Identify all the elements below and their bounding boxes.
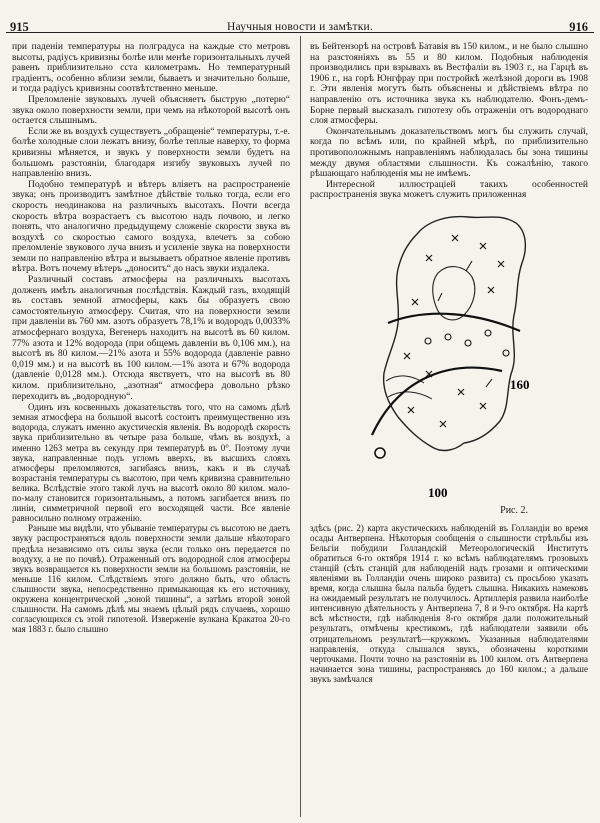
left-column: [12, 42, 290, 634]
running-title: Научныя новости и замѣтки.: [227, 21, 373, 33]
figure-map: [310, 203, 588, 505]
paragraph: при паденіи температуры на полградуса на каждые сто метровъ высоты, радіусъ кривизны болѣе или менѣе горизонтальныхъ лучей равенъ приблизительно сста километрамъ. Но температурный градіентъ, особенно вблизи земли, бываетъ и значительно больше, и тогда радіусъ кривизны соотвѣтственно меньше.: [12, 41, 290, 95]
paragraph: Интересной иллюстраціей такихъ особенностей распространенія звука можетъ служить приложенная: [310, 178, 588, 201]
netherlands-map-illustration: [368, 203, 538, 505]
column-divider: [300, 36, 301, 817]
paragraph: Различный составъ атмосферы на различныхъ высотахъ долженъ имѣть аналогичныя послѣдствія. Каждый газъ, входящій въ составъ земной атмосферы, какъ бы образуетъ свою самостоятельную атмосферу. Считая, что на поверхности земли при давленіи въ 760 мм. азотъ образуетъ 78,1% и водородъ 0,0033% атмосфернаго воздуха, Вегенеръ находитъ на высотѣ въ 60 килом. 77% азота и 12% водорода (при общемъ давленіи въ 0,106 мм.), на высотѣ въ 80 килом.—21% азота и 55% водорода (давленіе равно 0,019 мм.) и на высотѣ въ 100 килом.—1% азота и 67% водорода (давленіе 0,0128 мм.). Отсюда явствуетъ, что на высотѣ въ 80 килом. приблизительно, „азотная“ атмосфера довольно рѣзко переходитъ въ „водородную“.: [12, 274, 290, 402]
label-160-km: 160: [510, 376, 530, 392]
paragraph: въ Бейтензорѣ на островѣ Батавія въ 150 килом., и не было слышно на разстояніяхъ въ 55 и 80 килом. Подобныя наблюденія производились при взрывахъ въ Вестфаліи въ 1903 г., на Гарцѣ въ 1906 г., на горѣ Юнгфрау при постройкѣ желѣзной дороги въ 1908 г. Эти явленія могутъ быть объяснены и дѣйствіемъ вѣтра по направленію отъ источника звука къ наблюдателю. Фонъ-демъ-Борне первый высказалъ гипотезу объ отраженіи отъ водороднаго слоя атмосферы.: [310, 41, 588, 127]
paragraph: Преломленіе звуковыхъ лучей объясняетъ быструю „потерю“ звука около поверхности земли, при чемъ на нѣкоторой высотѣ онъ остается слышнымъ.: [12, 93, 290, 127]
label-100-km: 100: [428, 484, 448, 500]
paragraph: Подобно температурѣ и вѣтеръ вліяетъ на распространеніе звука; онъ производитъ замѣтное дѣйствіе только тогда, если его скорость неодинакова на различныхъ высотахъ. Почти всегда скорость вѣтра возрастаетъ съ высотою надъ почвою, и легко понять, что аналогично предыдущему сложеніе скорости звука въ воздухѣ со скоростью самого воздуха, влечетъ за собою преломленіе звукового луча внизъ и усиленіе звука на поверхности земли по направленію вѣтра и вызываетъ обратное явленіе противъ вѣтра. Вотъ почему вѣтеръ „доноситъ“ до насъ звуки издалека.: [12, 178, 290, 275]
paragraph: Одинъ изъ косвенныхъ доказательствъ того, что на самомъ дѣлѣ земная атмосфера на большой высотѣ состоитъ преимущественно изъ водорода, служатъ именно акустическія явленія. Въ водородѣ скорость звука приблизительно въ четыре раза больше, чѣмъ въ воздухѣ, а именно 1263 метра въ секунду при температурѣ въ 0°. Поэтому лучи звука, направленные подъ угломъ вверхъ, въ высшихъ слояхъ атмосферы преломляются, загибаясь внизъ, какъ и въ случаѣ возрастанія температуры съ высотою, при чемъ кривизна сравнительно велика. Вслѣдствіе этого такой лучъ на высотѣ около 80 килом. мало-по-малу становится горизонтальнымъ, а потомъ загибается внизъ по линіи, симметричной первой его восходящей части. Все явленіе равносильно полному отраженію.: [12, 402, 290, 524]
paragraph: Если же въ воздухѣ существуетъ „обращеніе“ температуры, т.-е. болѣе холодные слои лежатъ внизу, болѣе теплые наверху, то форма кривизны мѣняется, и звукъ у поверхности земли будетъ на большомъ разстояніи, благодаря изгибу звуковыхъ лучей по направленію внизъ.: [12, 125, 290, 180]
paragraph: здѣсь (рис. 2) карта акустическихъ наблюденій въ Голландіи во время осады Антверпена. Нѣкоторыя сообщенія о слышности стрѣльбы изъ Бельгіи побудили Голландскій Метеорологическій Институтъ обратиться 6-го октября 1914 г. ко всѣмъ наблюдателямъ грозовыхъ станцій (сѣть станцій для наблюденій надъ грозами и оптическими явленіями въ Голландіи очень широко развита) съ просьбою указать время, когда слышна была пальба будетъ слышна. Никакихъ намековъ на ожидаемый результатъ не получилось. Артиллерія развила наиболѣе интенсивную дѣятельность у Антверпена 7, 8 и 9-го октября. На картѣ всѣ мѣстности, гдѣ наблюденія 8-го октября дали положительный результатъ, отмѣчены крестикомъ, гдѣ наблюдатели заявили объ отрицательномъ результатѣ—кружкомъ. Указанныя наблюдателями направленія, откуда слышался звукъ, обозначены короткими черточками. Почти точно на разстояніи въ 100 килом. отъ Антверпена начинается зона тишины, распространяясь до 160 килом.; а дальше звукъ замѣчался: [310, 522, 588, 684]
paragraph: Окончательнымъ доказательствомъ могъ бы служить случай, когда по всѣмъ или, по крайней мѣрѣ, по приблизительно противоположнымъ направленіямъ наблюдалась бы зона тишины между двумя областями слышности. Къ сожалѣнію, такого рѣшающаго наблюденія мы не имѣемъ.: [310, 125, 588, 180]
figure-caption: Рис. 2.: [500, 504, 528, 516]
paragraph: Раньше мы видѣли, что убываніе температуры съ высотою не даетъ звуку распространяться вдоль поверхности земли дальше нѣкотораго предѣла независимо отъ силы звука (если только онъ передается по воздуху, а не по почвѣ). Отраженный отъ водородной слоя атмосферы звукъ возвращается къ поверхности земли на большомъ разстояніи, не меньше 116 килом. Слѣдствіемъ этого должно быть, что область слышности звука, непосредственно примыкающая къ его источнику, окружена концентрической „зоной тишины“, а затѣмъ второй зоной слышности. На самомъ дѣлѣ мы знаемъ цѣлый рядъ случаевъ, хорошо согласующихся съ этой гипотезой. Изверженіе вулкана Кракатоа 20-го мая 1883 г. было слышно: [12, 523, 290, 635]
header-rule: [6, 32, 594, 33]
left-page-number: 915: [10, 20, 29, 34]
right-page-number: 916: [569, 20, 588, 34]
right-column: [310, 42, 588, 684]
page-header: [0, 8, 600, 38]
